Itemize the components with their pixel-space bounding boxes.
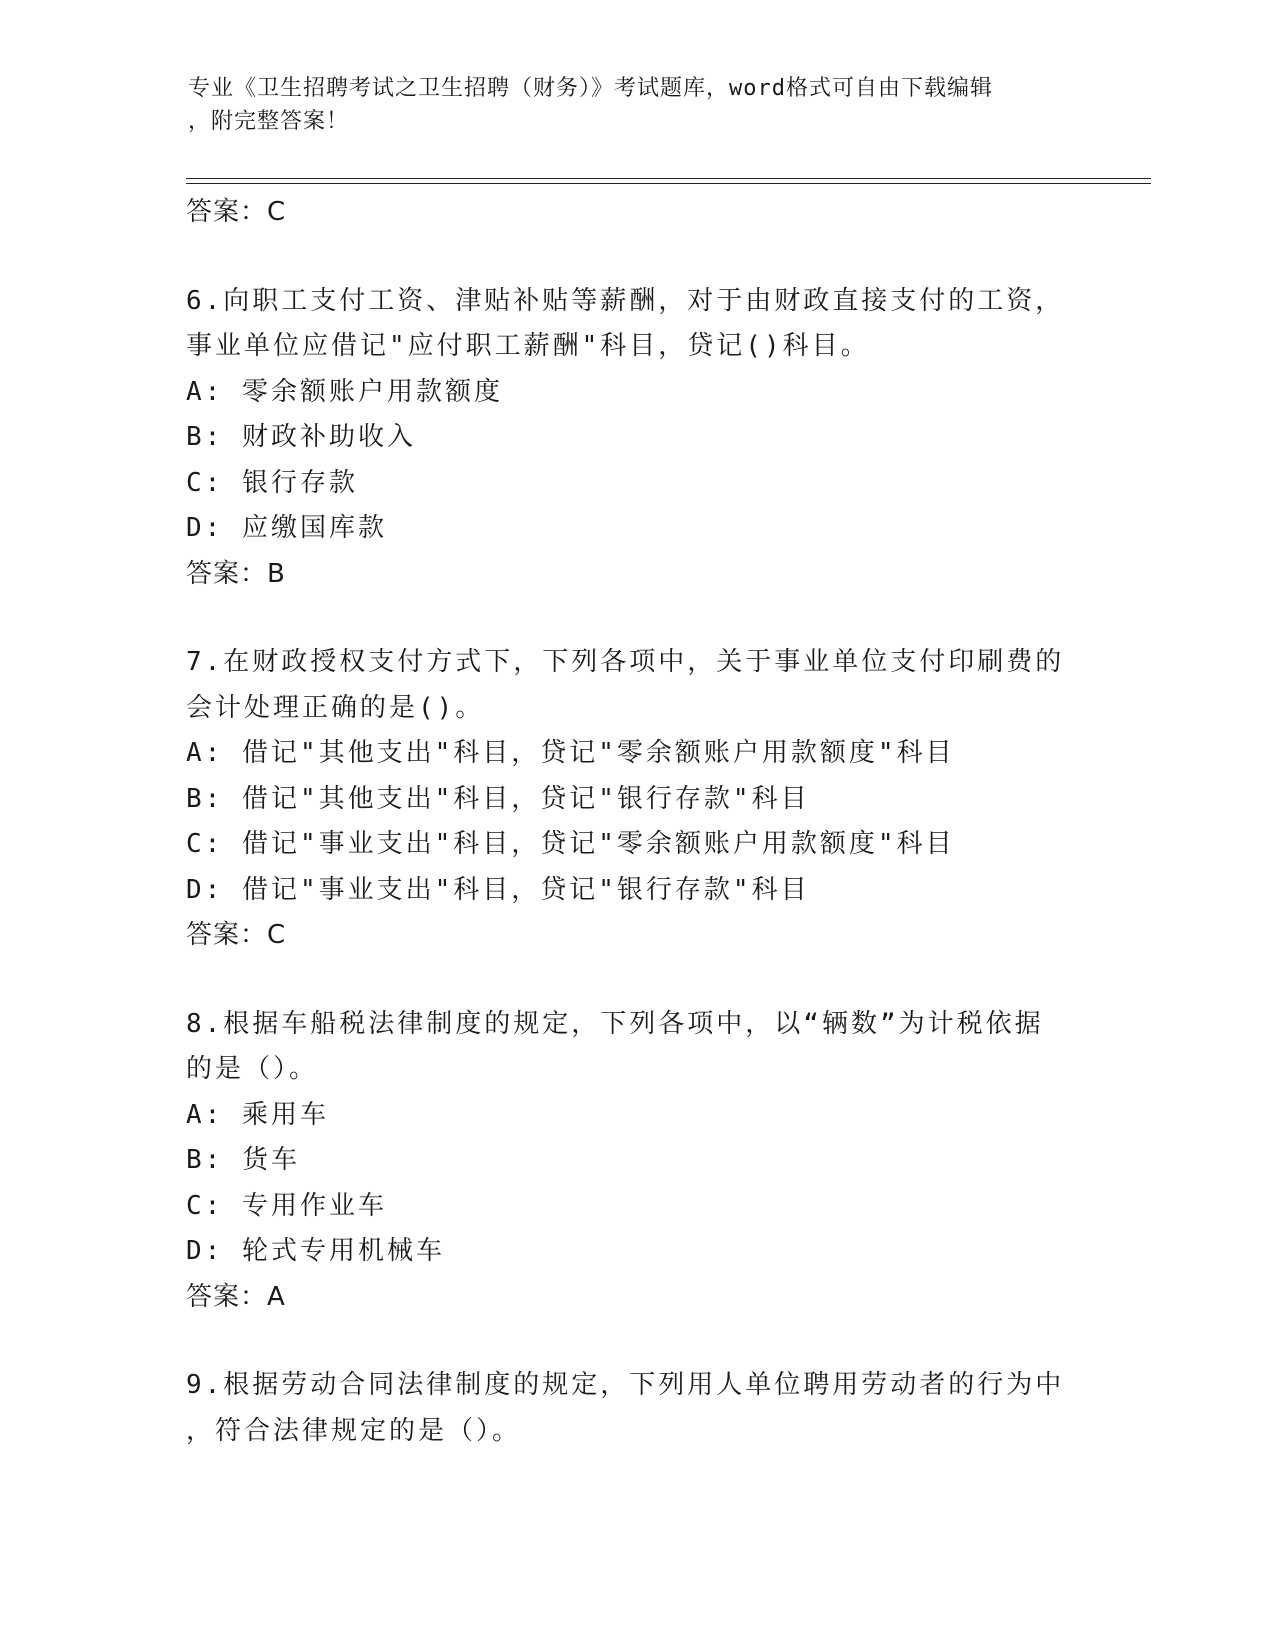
option-b: B: 财政补助收入 [186, 422, 416, 452]
option-a: A: 乘用车 [186, 1099, 329, 1130]
option-b: B: 借记"其他支出"科目，贷记"银行存款"科目 [186, 783, 810, 814]
question-stem-line-2: 会计处理正确的是()。 [186, 692, 485, 723]
question-stem-line-1: 9.根据劳动合同法律制度的规定，下列用人单位聘用劳动者的行为中 [186, 1370, 1065, 1400]
spacer [186, 959, 1086, 1002]
answer: 答案：C [186, 920, 287, 950]
question-stem-line-1: 7.在财政授权支付方式下，下列各项中，关于事业单位支付印刷费的 [186, 647, 1065, 677]
question-6 [186, 279, 1086, 598]
spacer [186, 236, 1086, 279]
question-stem-line-1: 6.向职工支付工资、津贴补贴等薪酬，对于由财政直接支付的工资， [186, 285, 1065, 316]
question-stem-line-2: 的是（）。 [186, 1054, 319, 1084]
option-c: C: 专用作业车 [186, 1190, 387, 1221]
spacer [186, 597, 1086, 640]
header-line-2: ，附完整答案！ [188, 109, 350, 134]
header-divider-bottom [186, 183, 1151, 184]
question-7 [186, 640, 1086, 959]
header-divider-top [186, 178, 1151, 179]
option-a: A: 借记"其他支出"科目，贷记"零余额账户用款额度"科目 [186, 738, 955, 768]
option-d: D: 应缴国库款 [186, 513, 387, 543]
answer: 答案：B [186, 558, 286, 589]
question-stem-line-2: 事业单位应借记"应付职工薪酬"科目，贷记()科目。 [186, 331, 870, 361]
option-d: D: 借记"事业支出"科目，贷记"银行存款"科目 [186, 874, 810, 905]
question-stem-line-1: 8.根据车船税法律制度的规定，下列各项中，以“辆数”为计税依据 [186, 1008, 1044, 1039]
option-c: C: 借记"事业支出"科目，贷记"零余额账户用款额度"科目 [186, 829, 955, 859]
header-line-1: 专业《卫生招聘考试之卫生招聘（财务）》考试题库，word格式可自由下载编辑 [188, 76, 993, 101]
option-d: D: 轮式专用机械车 [186, 1236, 445, 1266]
question-9 [186, 1363, 1086, 1454]
question-list [186, 190, 1086, 1454]
option-b: B: 货车 [186, 1145, 300, 1175]
question-8 [186, 1002, 1086, 1321]
question-stem-line-2: ，符合法律规定的是（）。 [186, 1415, 522, 1446]
option-c: C: 银行存款 [186, 467, 358, 498]
previous-answer: 答案：C [186, 197, 287, 227]
document-header [188, 72, 1088, 138]
option-a: A: 零余额账户用款额度 [186, 376, 503, 407]
spacer [186, 1320, 1086, 1363]
answer: 答案：A [186, 1281, 286, 1312]
